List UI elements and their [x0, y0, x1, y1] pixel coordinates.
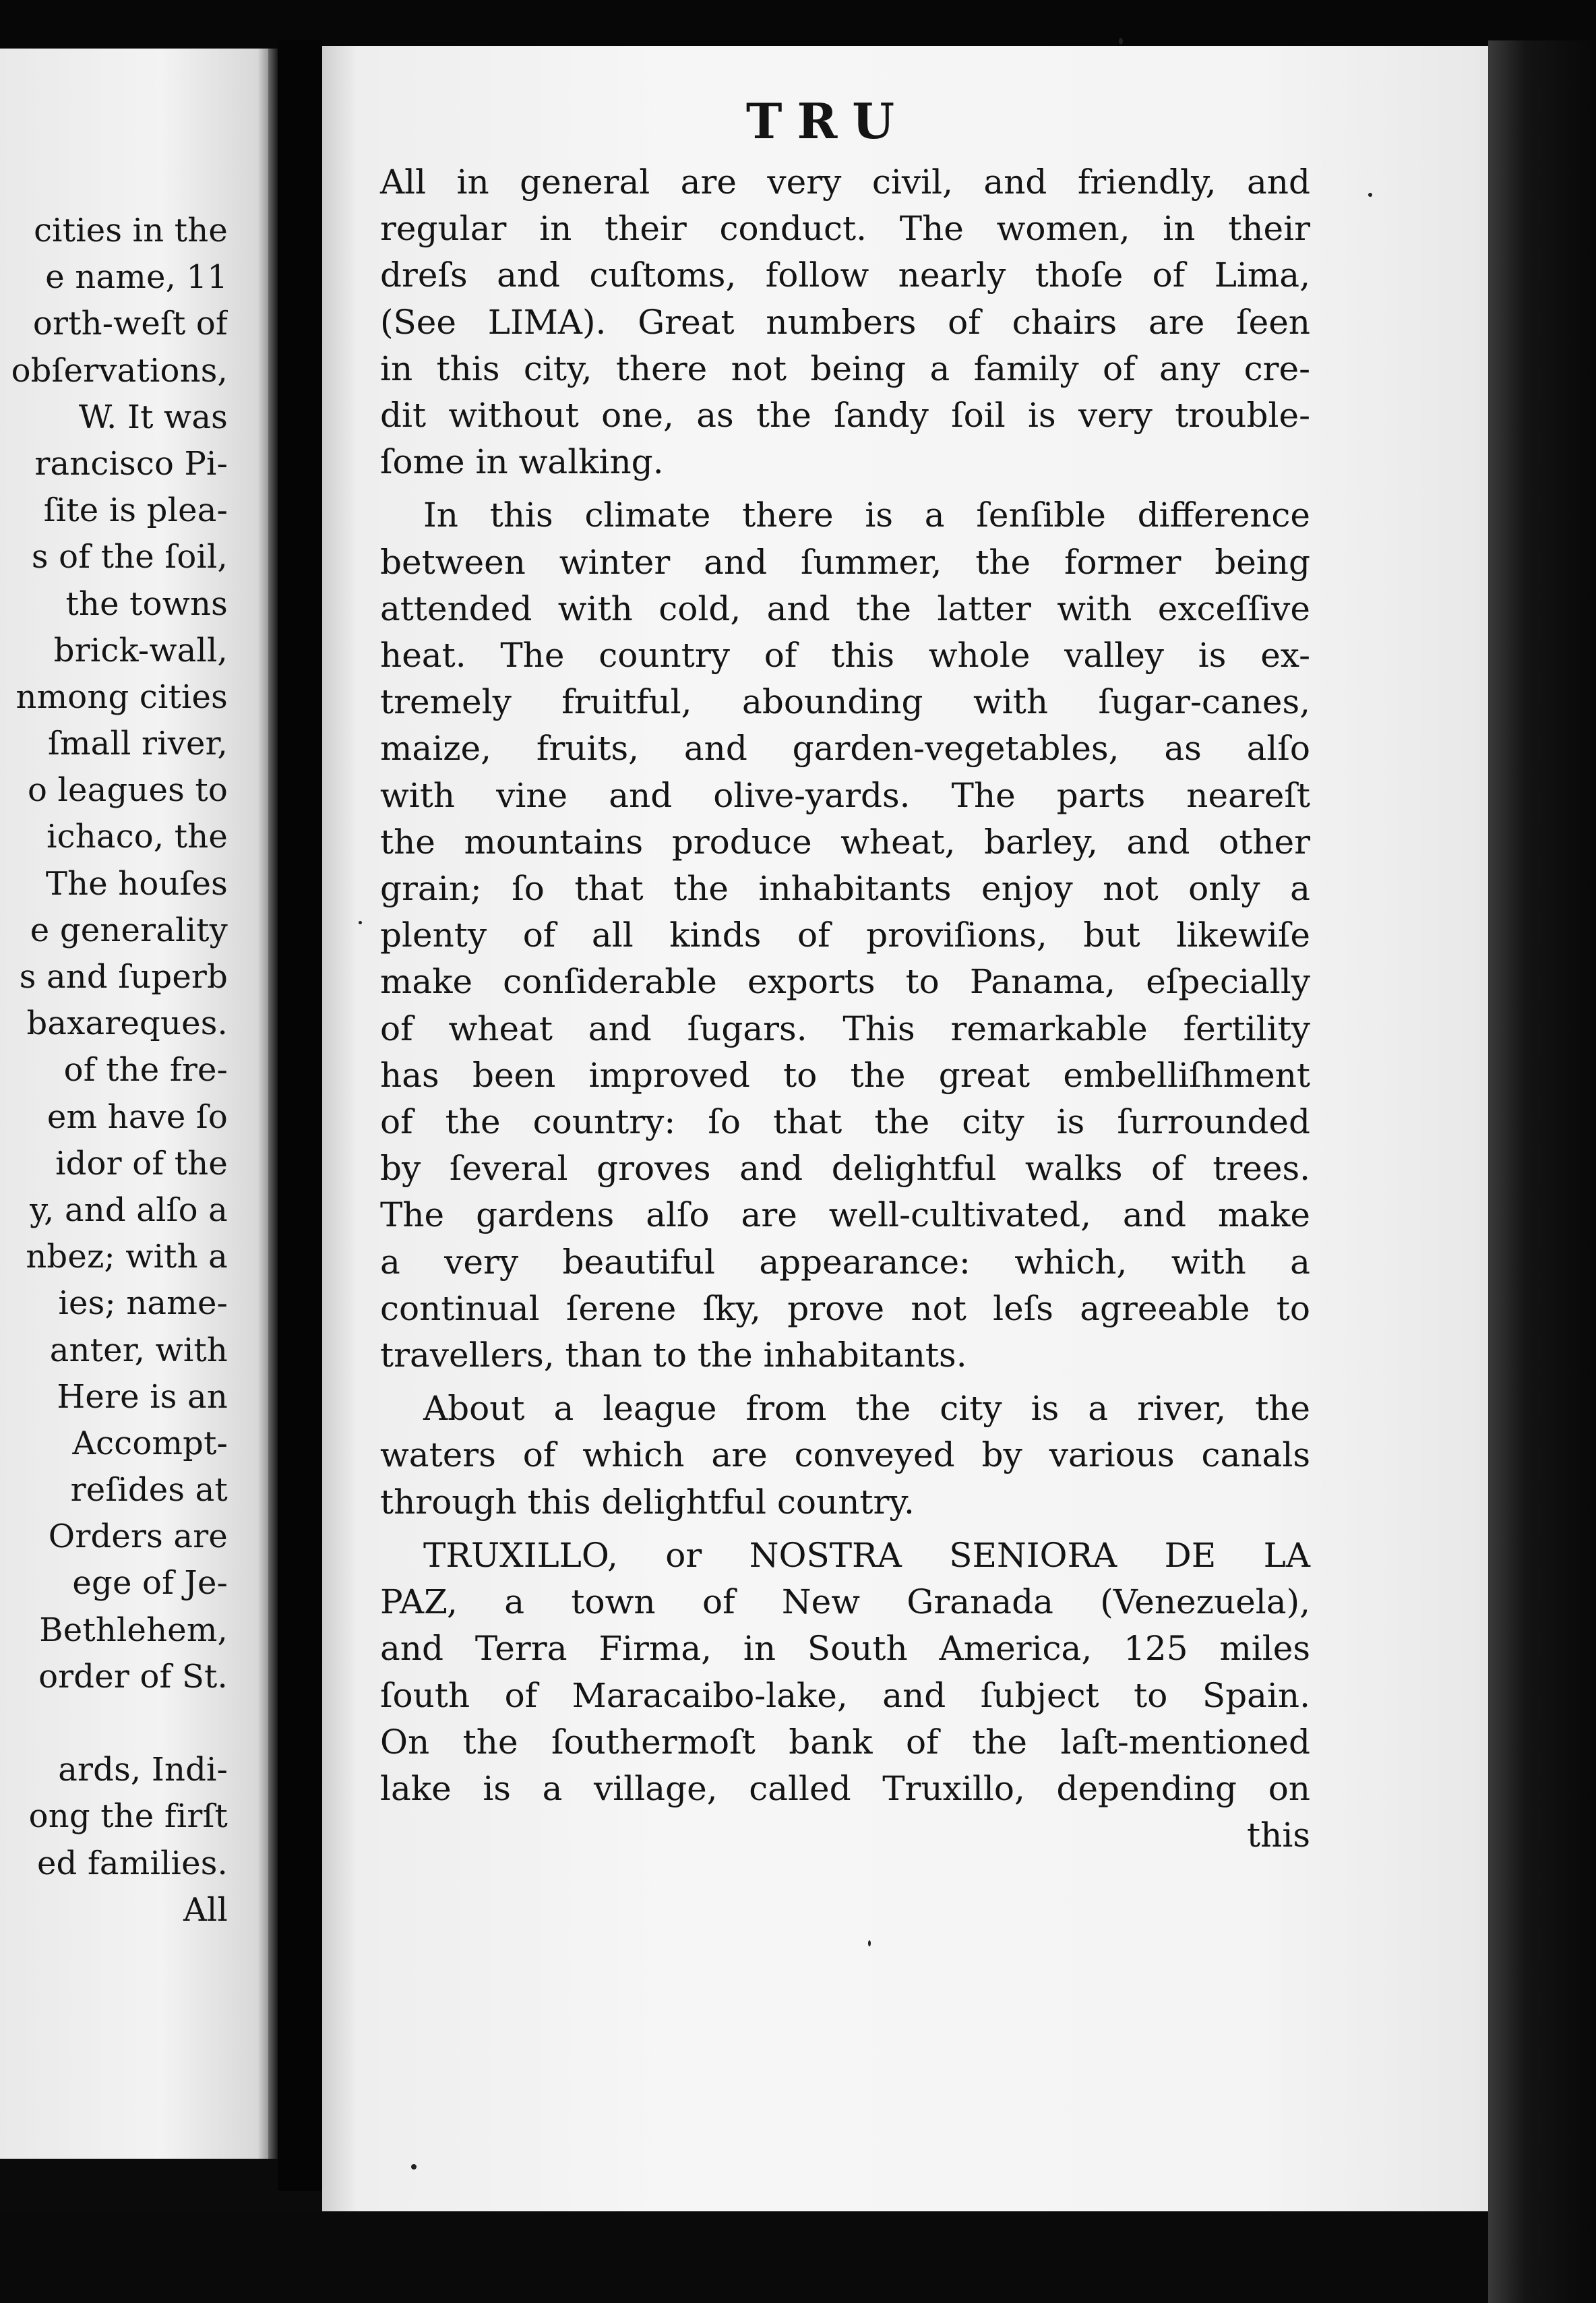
text-line: ſome in walking.	[380, 442, 664, 482]
left-page-line: Here is an	[57, 1377, 228, 1416]
left-page-fold-shadow	[268, 49, 278, 2159]
left-page-line: the towns	[65, 585, 228, 623]
left-page-line	[0, 1700, 228, 1747]
left-page-line: baxareques.	[26, 1005, 228, 1043]
left-page-line: order of St.	[38, 1657, 228, 1696]
left-page-line: s and ſuperb	[19, 958, 228, 996]
paragraph-spacer	[380, 485, 1310, 492]
text-line: the mountains produce wheat, barley, and other	[380, 822, 1310, 862]
scan-speck	[868, 1940, 871, 1946]
left-page-line: of the fre-	[63, 1051, 228, 1089]
text-line: All in general are very civil, and friendly, and	[380, 162, 1310, 202]
paragraph-4	[380, 1532, 1310, 1859]
text-line: dit without one, as the ſandy ſoil is very trouble-	[380, 396, 1310, 436]
left-page-line: The houſes	[45, 864, 228, 903]
text-line: dreſs and cuſtoms, follow nearly thoſe of Lima,	[380, 256, 1310, 295]
left-page-line: ong the firſt	[28, 1797, 228, 1836]
left-page-line: rancisco Pi-	[34, 444, 228, 483]
text-line: heat. The country of this whole valley is ex-	[380, 636, 1310, 676]
left-page-line: reſides at	[70, 1471, 228, 1509]
left-page-line: ies; name-	[58, 1284, 228, 1323]
text-line: of the country: ſo that the city is ſurrounded	[380, 1102, 1310, 1142]
scan-speck	[411, 2164, 417, 2170]
text-line: maize, fruits, and garden-vegetables, as alſo	[380, 729, 1310, 769]
text-line: travellers, than to the inhabitants.	[380, 1336, 967, 1375]
right-page-body	[380, 159, 1310, 1859]
text-line: tremely fruitful, abounding with ſugar-canes,	[380, 682, 1310, 722]
left-page-line: e generality	[30, 911, 228, 949]
text-line: About a league from the city is a river, the	[423, 1389, 1310, 1429]
text-line: ſouth of Maracaibo-lake, and ſubject to Spain.	[380, 1675, 1310, 1715]
left-page-line: o leagues to	[27, 771, 228, 810]
text-line: a very beautiful appearance: which, with a	[380, 1242, 1310, 1282]
left-page-line: All	[183, 1890, 228, 1929]
left-page-line: obſervations,	[11, 351, 228, 390]
scan-speck	[359, 921, 362, 924]
left-page-line: ſite is plea-	[43, 491, 228, 530]
left-page-line: e name, 11	[45, 258, 228, 297]
scan-border-right	[1488, 40, 1596, 2303]
scan-border-bottom	[0, 2211, 1488, 2303]
left-page-line: Orders are	[48, 1518, 228, 1556]
text-line: On the ſouthermoſt bank of the laſt-mentioned	[380, 1722, 1310, 1762]
left-page-line: y, and alſo a	[30, 1191, 228, 1229]
left-page-line: nmong cities	[16, 678, 228, 716]
text-line: grain; ſo that the inhabitants enjoy not only a	[380, 869, 1310, 909]
scan-border-top	[0, 0, 1596, 49]
text-line: has been improved to the great embelliſhment	[380, 1055, 1310, 1095]
text-line: TRUXILLO, or NOSTRA SENIORA DE LA	[423, 1535, 1310, 1575]
left-page-line: ege of Je-	[72, 1564, 228, 1603]
scan-speck	[1368, 193, 1372, 197]
text-line: with vine and olive-yards. The parts neareſt	[380, 775, 1310, 815]
text-line: between winter and ſummer, the former being	[380, 542, 1310, 582]
left-page-line: Accompt-	[72, 1424, 228, 1462]
left-page-line: brick-wall,	[53, 631, 228, 669]
left-page-line: orth-weſt of	[32, 305, 228, 343]
text-line: attended with cold, and the latter with exceſſive	[380, 589, 1310, 628]
left-page-line: idor of the	[55, 1144, 228, 1183]
text-line: in this city, there not being a family of any cre-	[380, 349, 1310, 388]
left-page-line: ards, Indi-	[58, 1751, 228, 1789]
left-page-line: Bethlehem,	[39, 1611, 228, 1649]
left-page-line: anter, with	[49, 1331, 228, 1369]
left-page-line: s of the ſoil,	[31, 538, 228, 576]
text-line: through this delightful country.	[380, 1482, 915, 1522]
text-line: In this climate there is a ſenſible difference	[423, 496, 1310, 535]
text-line: by ſeveral groves and delightful walks of trees.	[380, 1149, 1310, 1189]
text-line: (See LIMA). Great numbers of chairs are ſeen	[380, 302, 1310, 342]
scan-speck	[1119, 38, 1123, 44]
left-page-line: nbez; with a	[26, 1238, 228, 1276]
paragraph-spacer	[380, 1526, 1310, 1532]
paragraph-1	[380, 159, 1310, 485]
text-line: of wheat and ſugars. This remarkable fertility	[380, 1009, 1310, 1048]
left-page-line: ichaco, the	[47, 818, 228, 856]
running-head: TRU	[745, 92, 910, 150]
left-page-line: ed families.	[36, 1844, 228, 1882]
catchword: this	[1247, 1816, 1310, 1855]
left-page	[0, 49, 268, 2159]
paragraph-2	[380, 492, 1310, 1379]
text-line: plenty of all kinds of proviſions, but likewiſe	[380, 916, 1310, 955]
left-page-line: cities in the	[34, 212, 228, 249]
text-line: regular in their conduct. The women, in their	[380, 209, 1310, 249]
text-line: continual ſerene ſky, prove not leſs agreeable to	[380, 1288, 1310, 1328]
left-page-text	[0, 208, 228, 1934]
book-gutter	[278, 40, 322, 2191]
text-line: make conſiderable exports to Panama, eſpecially	[380, 962, 1310, 1002]
text-line: waters of which are conveyed by various canals	[380, 1435, 1310, 1475]
paragraph-3	[380, 1385, 1310, 1526]
text-line: lake is a village, called Truxillo, depending on	[380, 1768, 1310, 1808]
left-page-line: ſmall river,	[47, 725, 228, 763]
paragraph-spacer	[380, 1379, 1310, 1385]
text-line: PAZ, a town of New Granada (Venezuela),	[380, 1582, 1310, 1622]
text-line: The gardens alſo are well-cultivated, and make	[380, 1195, 1310, 1235]
text-line: and Terra Firma, in South America, 125 miles	[380, 1629, 1310, 1669]
left-page-line: W. It was	[78, 398, 228, 436]
left-page-line: em have ſo	[47, 1098, 228, 1136]
